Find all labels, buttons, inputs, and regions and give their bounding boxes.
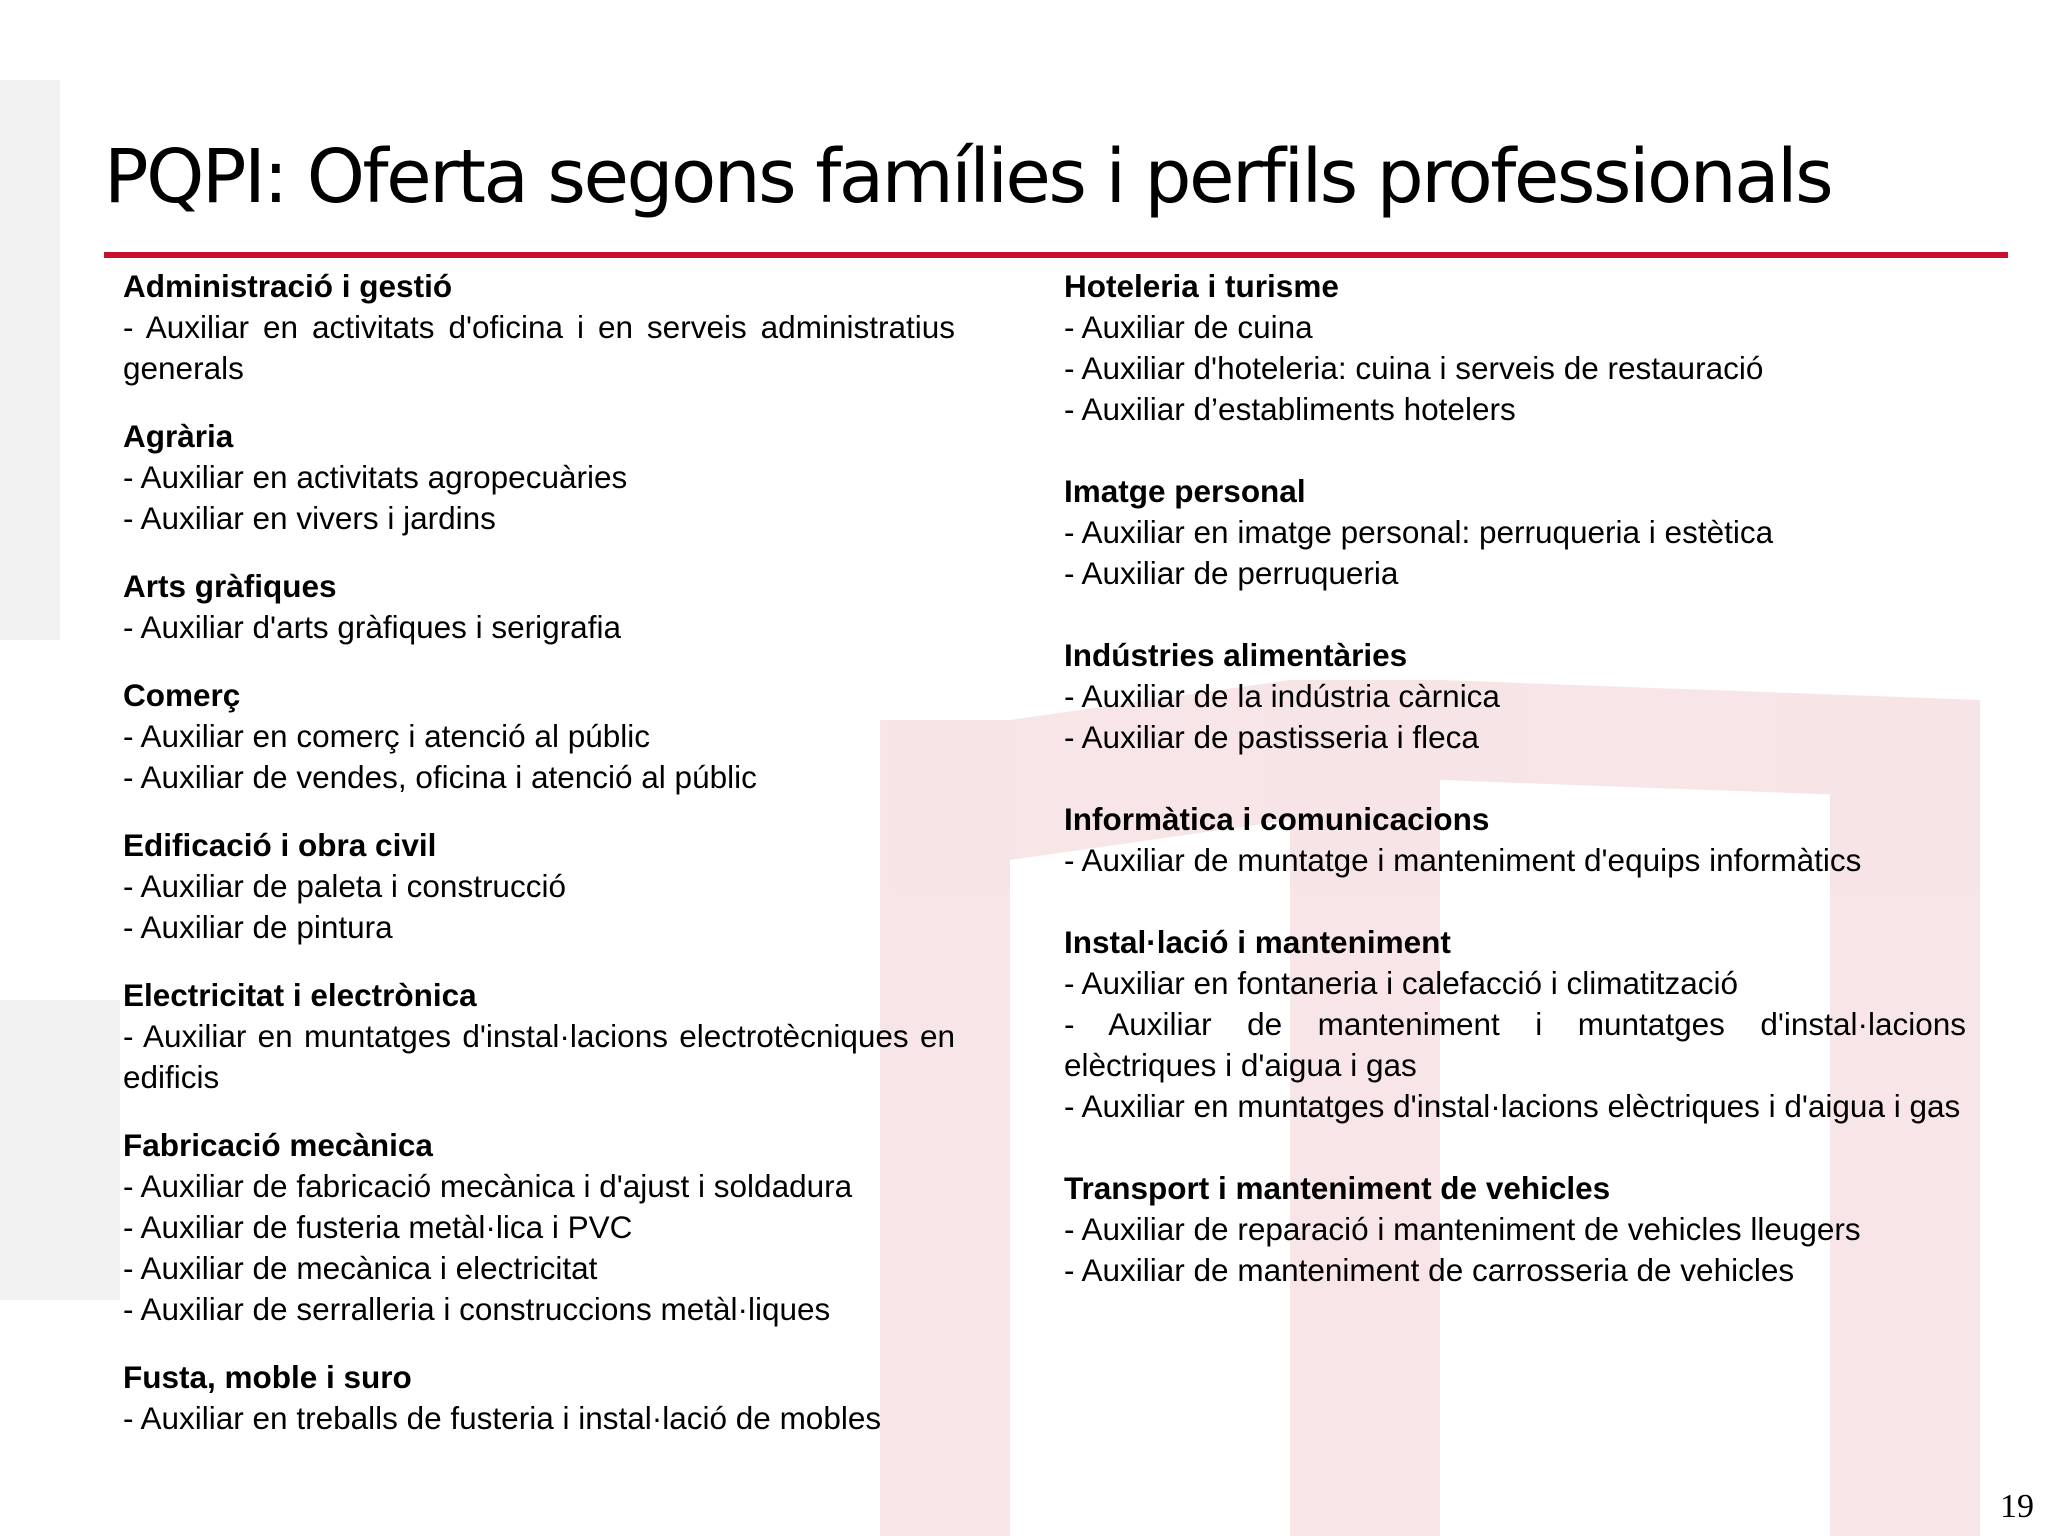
family-title: Imatge personal — [1064, 473, 1306, 509]
family-title: Instal·lació i manteniment — [1064, 924, 1451, 960]
family-title: Informàtica i comunicacions — [1064, 801, 1490, 837]
family-title: Transport i manteniment de vehicles — [1064, 1170, 1611, 1206]
profile-item: - Auxiliar en treballs de fusteria i instal·lació de mobles — [123, 1400, 882, 1436]
family-title: Fabricació mecànica — [123, 1127, 433, 1163]
profile-item: - Auxiliar d'arts gràfiques i serigrafia — [123, 609, 621, 645]
page-number: 19 — [2000, 1488, 2034, 1525]
profile-item: - Auxiliar en fontaneria i calefacció i climatització — [1064, 965, 1739, 1001]
profile-item: - Auxiliar de cuina — [1064, 309, 1313, 345]
profile-item: - Auxiliar en activitats agropecuàries — [123, 459, 628, 495]
right-column — [1064, 266, 1966, 1332]
profile-item: - Auxiliar en muntatges d'instal·lacions electrotècniques en edificis — [123, 1018, 955, 1095]
family-title: Administració i gestió — [123, 268, 453, 304]
family-title: Indústries alimentàries — [1064, 637, 1408, 673]
profile-item: - Auxiliar de reparació i manteniment de vehicles lleugers — [1064, 1211, 1861, 1247]
profile-item: - Auxiliar de pintura — [123, 909, 393, 945]
profile-item: - Auxiliar en comerç i atenció al públic — [123, 718, 650, 754]
left-column — [123, 266, 955, 1466]
profile-item: - Auxiliar de perruqueria — [1064, 555, 1399, 591]
family-section — [1064, 635, 1966, 758]
family-section — [123, 416, 955, 539]
profile-item: - Auxiliar de manteniment de carrosseria de vehicles — [1064, 1252, 1795, 1288]
profile-item: - Auxiliar en muntatges d'instal·lacions elèctriques i d'aigua i gas — [1064, 1088, 1961, 1124]
profile-item: - Auxiliar de pastisseria i fleca — [1064, 719, 1479, 755]
family-title: Edificació i obra civil — [123, 827, 437, 863]
family-section — [123, 825, 955, 948]
family-section — [1064, 799, 1966, 881]
family-title: Arts gràfiques — [123, 568, 337, 604]
profile-item: - Auxiliar de paleta i construcció — [123, 868, 566, 904]
profile-item: - Auxiliar en imatge personal: perruqueria i estètica — [1064, 514, 1774, 550]
family-section — [123, 675, 955, 798]
profile-item: - Auxiliar de fusteria metàl·lica i PVC — [123, 1209, 633, 1245]
family-section — [1064, 1168, 1966, 1291]
family-title: Electricitat i electrònica — [123, 977, 477, 1013]
profile-item: - Auxiliar en vivers i jardins — [123, 500, 496, 536]
profile-item: - Auxiliar de manteniment i muntatges d'instal·lacions elèctriques i d'aigua i gas — [1064, 1006, 1966, 1083]
family-section — [123, 1357, 955, 1439]
slide-title: PQPI: Oferta segons famílies i perfils professionals — [104, 134, 1832, 220]
family-title: Comerç — [123, 677, 241, 713]
title-divider — [104, 252, 2008, 258]
family-section — [123, 975, 955, 1098]
family-section — [123, 566, 955, 648]
profile-item: - Auxiliar de vendes, oficina i atenció al públic — [123, 759, 757, 795]
family-section — [1064, 922, 1966, 1127]
family-title: Fusta, moble i suro — [123, 1359, 412, 1395]
profile-item: - Auxiliar de la indústria càrnica — [1064, 678, 1500, 714]
family-title: Agrària — [123, 418, 234, 454]
family-title: Hoteleria i turisme — [1064, 268, 1339, 304]
family-section — [123, 1125, 955, 1330]
profile-item: - Auxiliar de muntatge i manteniment d'equips informàtics — [1064, 842, 1862, 878]
family-section — [1064, 471, 1966, 594]
profile-item: - Auxiliar d'hoteleria: cuina i serveis de restauració — [1064, 350, 1764, 386]
family-section — [1064, 266, 1966, 430]
profile-item: - Auxiliar de fabricació mecànica i d'ajust i soldadura — [123, 1168, 853, 1204]
profile-item: - Auxiliar de mecànica i electricitat — [123, 1250, 598, 1286]
profile-item: - Auxiliar en activitats d'oficina i en serveis administratius generals — [123, 309, 955, 386]
family-section — [123, 266, 955, 389]
profile-item: - Auxiliar d’establiments hotelers — [1064, 391, 1516, 427]
profile-item: - Auxiliar de serralleria i construccions metàl·liques — [123, 1291, 831, 1327]
